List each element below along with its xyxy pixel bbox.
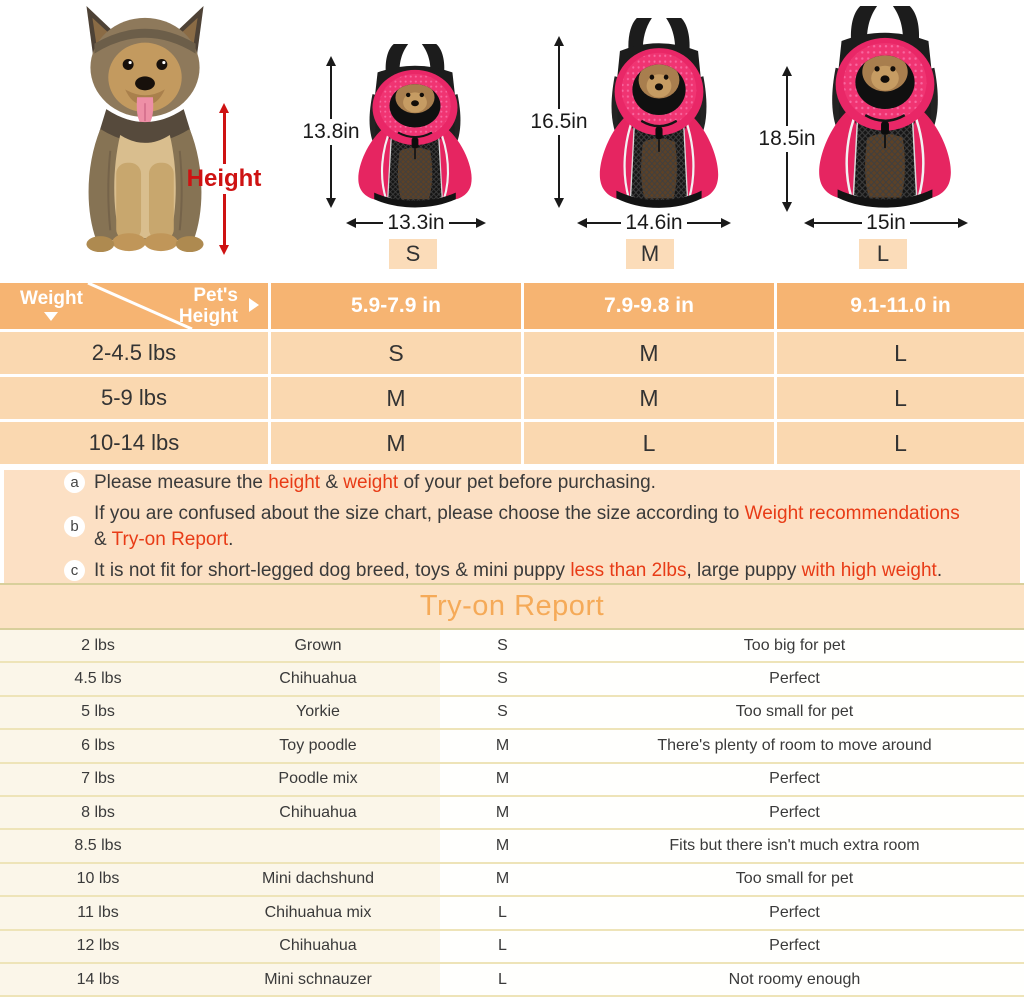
recommended-size-cell: L <box>777 332 1024 374</box>
note-marker: b <box>64 516 85 537</box>
backpack-l-width-dimension <box>804 211 968 235</box>
tryon-size-cell: M <box>440 797 565 828</box>
arrow-up-icon <box>782 66 792 76</box>
arrow-right-icon <box>249 298 259 312</box>
weight-axis-label: Weight <box>20 288 83 309</box>
dimension-line <box>910 222 958 224</box>
tryon-weight-cell: 6 lbs <box>0 730 196 761</box>
backpack-s-height-value: 13.8in <box>302 119 360 143</box>
arrow-left-icon <box>346 218 356 228</box>
arrow-right-icon <box>721 218 731 228</box>
note-highlight: less than 2lbs <box>570 559 687 581</box>
tryon-report-title: Try-on Report <box>419 590 605 622</box>
note-highlight: Try-on Report <box>111 528 229 550</box>
backpack-photo-size-l <box>806 6 964 212</box>
dimension-line <box>558 46 560 109</box>
recommended-size-cell: M <box>524 332 774 374</box>
tryon-weight-cell: 14 lbs <box>0 964 196 995</box>
tryon-table-row <box>0 897 1024 930</box>
recommended-size-cell: L <box>524 422 774 464</box>
note-marker: a <box>64 472 85 493</box>
backpack-photo-size-m <box>588 18 730 212</box>
pet-height-axis-label: Pet's Height <box>178 285 238 327</box>
tryon-size-cell: S <box>440 697 565 728</box>
tryon-comment-cell: Perfect <box>565 931 1024 962</box>
tryon-comment-cell: Too small for pet <box>565 697 1024 728</box>
hero-section <box>0 0 1024 282</box>
dimension-line <box>814 222 862 224</box>
size-badge-s: S <box>389 239 437 269</box>
tryon-table-row <box>0 931 1024 964</box>
tryon-table-row <box>0 764 1024 797</box>
arrow-right-icon <box>476 218 486 228</box>
weight-range-cell: 10-14 lbs <box>0 422 268 464</box>
tryon-weight-cell: 5 lbs <box>0 697 196 728</box>
tryon-size-cell: S <box>440 630 565 661</box>
tryon-table-row <box>0 730 1024 763</box>
tryon-table-row <box>0 630 1024 663</box>
note-highlight: weight <box>343 472 399 494</box>
dimension-line <box>330 66 332 119</box>
tryon-breed-cell <box>196 830 440 861</box>
tryon-size-cell: M <box>440 830 565 861</box>
note-fragment: & <box>94 528 112 550</box>
dimension-line <box>356 222 383 224</box>
tryon-weight-cell: 7 lbs <box>0 764 196 795</box>
note-fragment: , large puppy <box>686 559 802 581</box>
backpack-m-height-value: 16.5in <box>530 109 588 133</box>
tryon-comment-cell: Fits but there isn't much extra room <box>565 830 1024 861</box>
note-fragment: of your pet before purchasing. <box>398 472 656 494</box>
dimension-line <box>223 113 226 164</box>
tryon-weight-cell: 8 lbs <box>0 797 196 828</box>
tryon-weight-cell: 4.5 lbs <box>0 663 196 694</box>
tryon-breed-cell: Yorkie <box>196 697 440 728</box>
tryon-size-cell: M <box>440 730 565 761</box>
height-label: Height <box>186 165 262 193</box>
dimension-line <box>786 76 788 126</box>
weight-range-cell: 2-4.5 lbs <box>0 332 268 374</box>
tryon-comment-cell: Too big for pet <box>565 630 1024 661</box>
dimension-line <box>687 222 721 224</box>
tryon-comment-cell: Too small for pet <box>565 864 1024 895</box>
backpack-l-height-value: 18.5in <box>758 126 816 150</box>
note-text <box>94 558 942 583</box>
dimension-line <box>786 152 788 202</box>
tryon-breed-cell: Chihuahua <box>196 797 440 828</box>
size-chart-corner-header <box>0 283 268 329</box>
dimension-line <box>449 222 476 224</box>
tryon-weight-cell: 11 lbs <box>0 897 196 928</box>
tryon-breed-cell: Toy poodle <box>196 730 440 761</box>
tryon-breed-cell: Mini dachshund <box>196 864 440 895</box>
tryon-weight-cell: 2 lbs <box>0 630 196 661</box>
arrow-left-icon <box>577 218 587 228</box>
tryon-table-row <box>0 964 1024 997</box>
dimension-line <box>587 222 621 224</box>
arrow-down-icon <box>326 198 336 208</box>
tryon-breed-cell: Chihuahua mix <box>196 897 440 928</box>
recommended-size-cell: M <box>271 422 521 464</box>
note-row <box>4 470 1020 495</box>
tryon-size-cell: M <box>440 764 565 795</box>
tryon-report-header <box>0 585 1024 628</box>
tryon-size-cell: M <box>440 864 565 895</box>
tryon-size-cell: L <box>440 964 565 995</box>
size-chart-table <box>0 283 1024 464</box>
tryon-comment-cell: Perfect <box>565 897 1024 928</box>
tryon-size-cell: S <box>440 663 565 694</box>
tryon-table-row <box>0 830 1024 863</box>
backpack-m-width-dimension <box>577 211 731 235</box>
arrow-up-icon <box>554 36 564 46</box>
tryon-report-section <box>0 583 1024 997</box>
note-highlight: Weight recommendations <box>744 503 960 525</box>
tryon-comment-cell: Not roomy enough <box>565 964 1024 995</box>
arrow-down-icon <box>554 198 564 208</box>
note-highlight: height <box>268 472 321 494</box>
note-marker: c <box>64 560 85 581</box>
backpack-m-height-dimension <box>522 36 596 208</box>
recommended-size-cell: M <box>524 377 774 419</box>
tryon-size-cell: L <box>440 897 565 928</box>
note-fragment: . <box>936 559 943 581</box>
dimension-line <box>330 145 332 198</box>
dog-height-dimension <box>187 103 261 255</box>
backpack-s-height-dimension <box>294 56 368 208</box>
tryon-breed-cell: Chihuahua <box>196 663 440 694</box>
tryon-comment-cell: There's plenty of room to move around <box>565 730 1024 761</box>
arrow-left-icon <box>804 218 814 228</box>
backpack-l-height-dimension <box>750 66 824 212</box>
tryon-table-row <box>0 663 1024 696</box>
tryon-size-cell: L <box>440 931 565 962</box>
arrow-up-icon <box>326 56 336 66</box>
tryon-breed-cell: Mini schnauzer <box>196 964 440 995</box>
column-header-height-range-2: 7.9-9.8 in <box>524 283 774 329</box>
arrow-down-icon <box>44 312 58 321</box>
backpack-s-width-dimension <box>346 211 486 235</box>
tryon-breed-cell: Poodle mix <box>196 764 440 795</box>
recommended-size-cell: L <box>777 377 1024 419</box>
arrow-down-icon <box>782 202 792 212</box>
recommended-size-cell: M <box>271 377 521 419</box>
recommended-size-cell: L <box>777 422 1024 464</box>
recommended-size-cell: S <box>271 332 521 374</box>
tryon-breed-cell: Chihuahua <box>196 931 440 962</box>
tryon-table-row <box>0 864 1024 897</box>
dimension-line <box>223 194 226 245</box>
dimension-line <box>558 135 560 198</box>
note-text <box>94 470 656 495</box>
arrow-down-icon <box>219 245 229 255</box>
note-fragment: If you are confused about the size chart, please choose the size according to <box>94 503 745 525</box>
note-fragment: It is not fit for short-legged dog breed, toys & mini puppy <box>94 559 571 581</box>
notes-panel <box>4 470 1020 583</box>
weight-range-cell: 5-9 lbs <box>0 377 268 419</box>
column-header-height-range-3: 9.1-11.0 in <box>777 283 1024 329</box>
tryon-comment-cell: Perfect <box>565 797 1024 828</box>
note-row <box>4 558 1020 583</box>
tryon-report-table <box>0 630 1024 997</box>
note-fragment: Please measure the <box>94 472 269 494</box>
tryon-weight-cell: 10 lbs <box>0 864 196 895</box>
tryon-table-row <box>0 797 1024 830</box>
tryon-weight-cell: 8.5 lbs <box>0 830 196 861</box>
backpack-m-width-value: 14.6in <box>625 211 683 234</box>
backpack-s-width-value: 13.3in <box>387 211 445 234</box>
tryon-comment-cell: Perfect <box>565 764 1024 795</box>
note-text <box>94 501 960 551</box>
tryon-table-row <box>0 697 1024 730</box>
note-fragment: & <box>320 472 344 494</box>
tryon-comment-cell: Perfect <box>565 663 1024 694</box>
size-badge-m: M <box>626 239 674 269</box>
tryon-weight-cell: 12 lbs <box>0 931 196 962</box>
arrow-right-icon <box>958 218 968 228</box>
column-header-height-range-1: 5.9-7.9 in <box>271 283 521 329</box>
note-highlight: with high weight <box>801 559 937 581</box>
tryon-breed-cell: Grown <box>196 630 440 661</box>
note-fragment: . <box>228 528 234 550</box>
backpack-l-width-value: 15in <box>866 211 906 234</box>
size-badge-l: L <box>859 239 907 269</box>
arrow-up-icon <box>219 103 229 113</box>
note-row <box>4 501 1020 551</box>
